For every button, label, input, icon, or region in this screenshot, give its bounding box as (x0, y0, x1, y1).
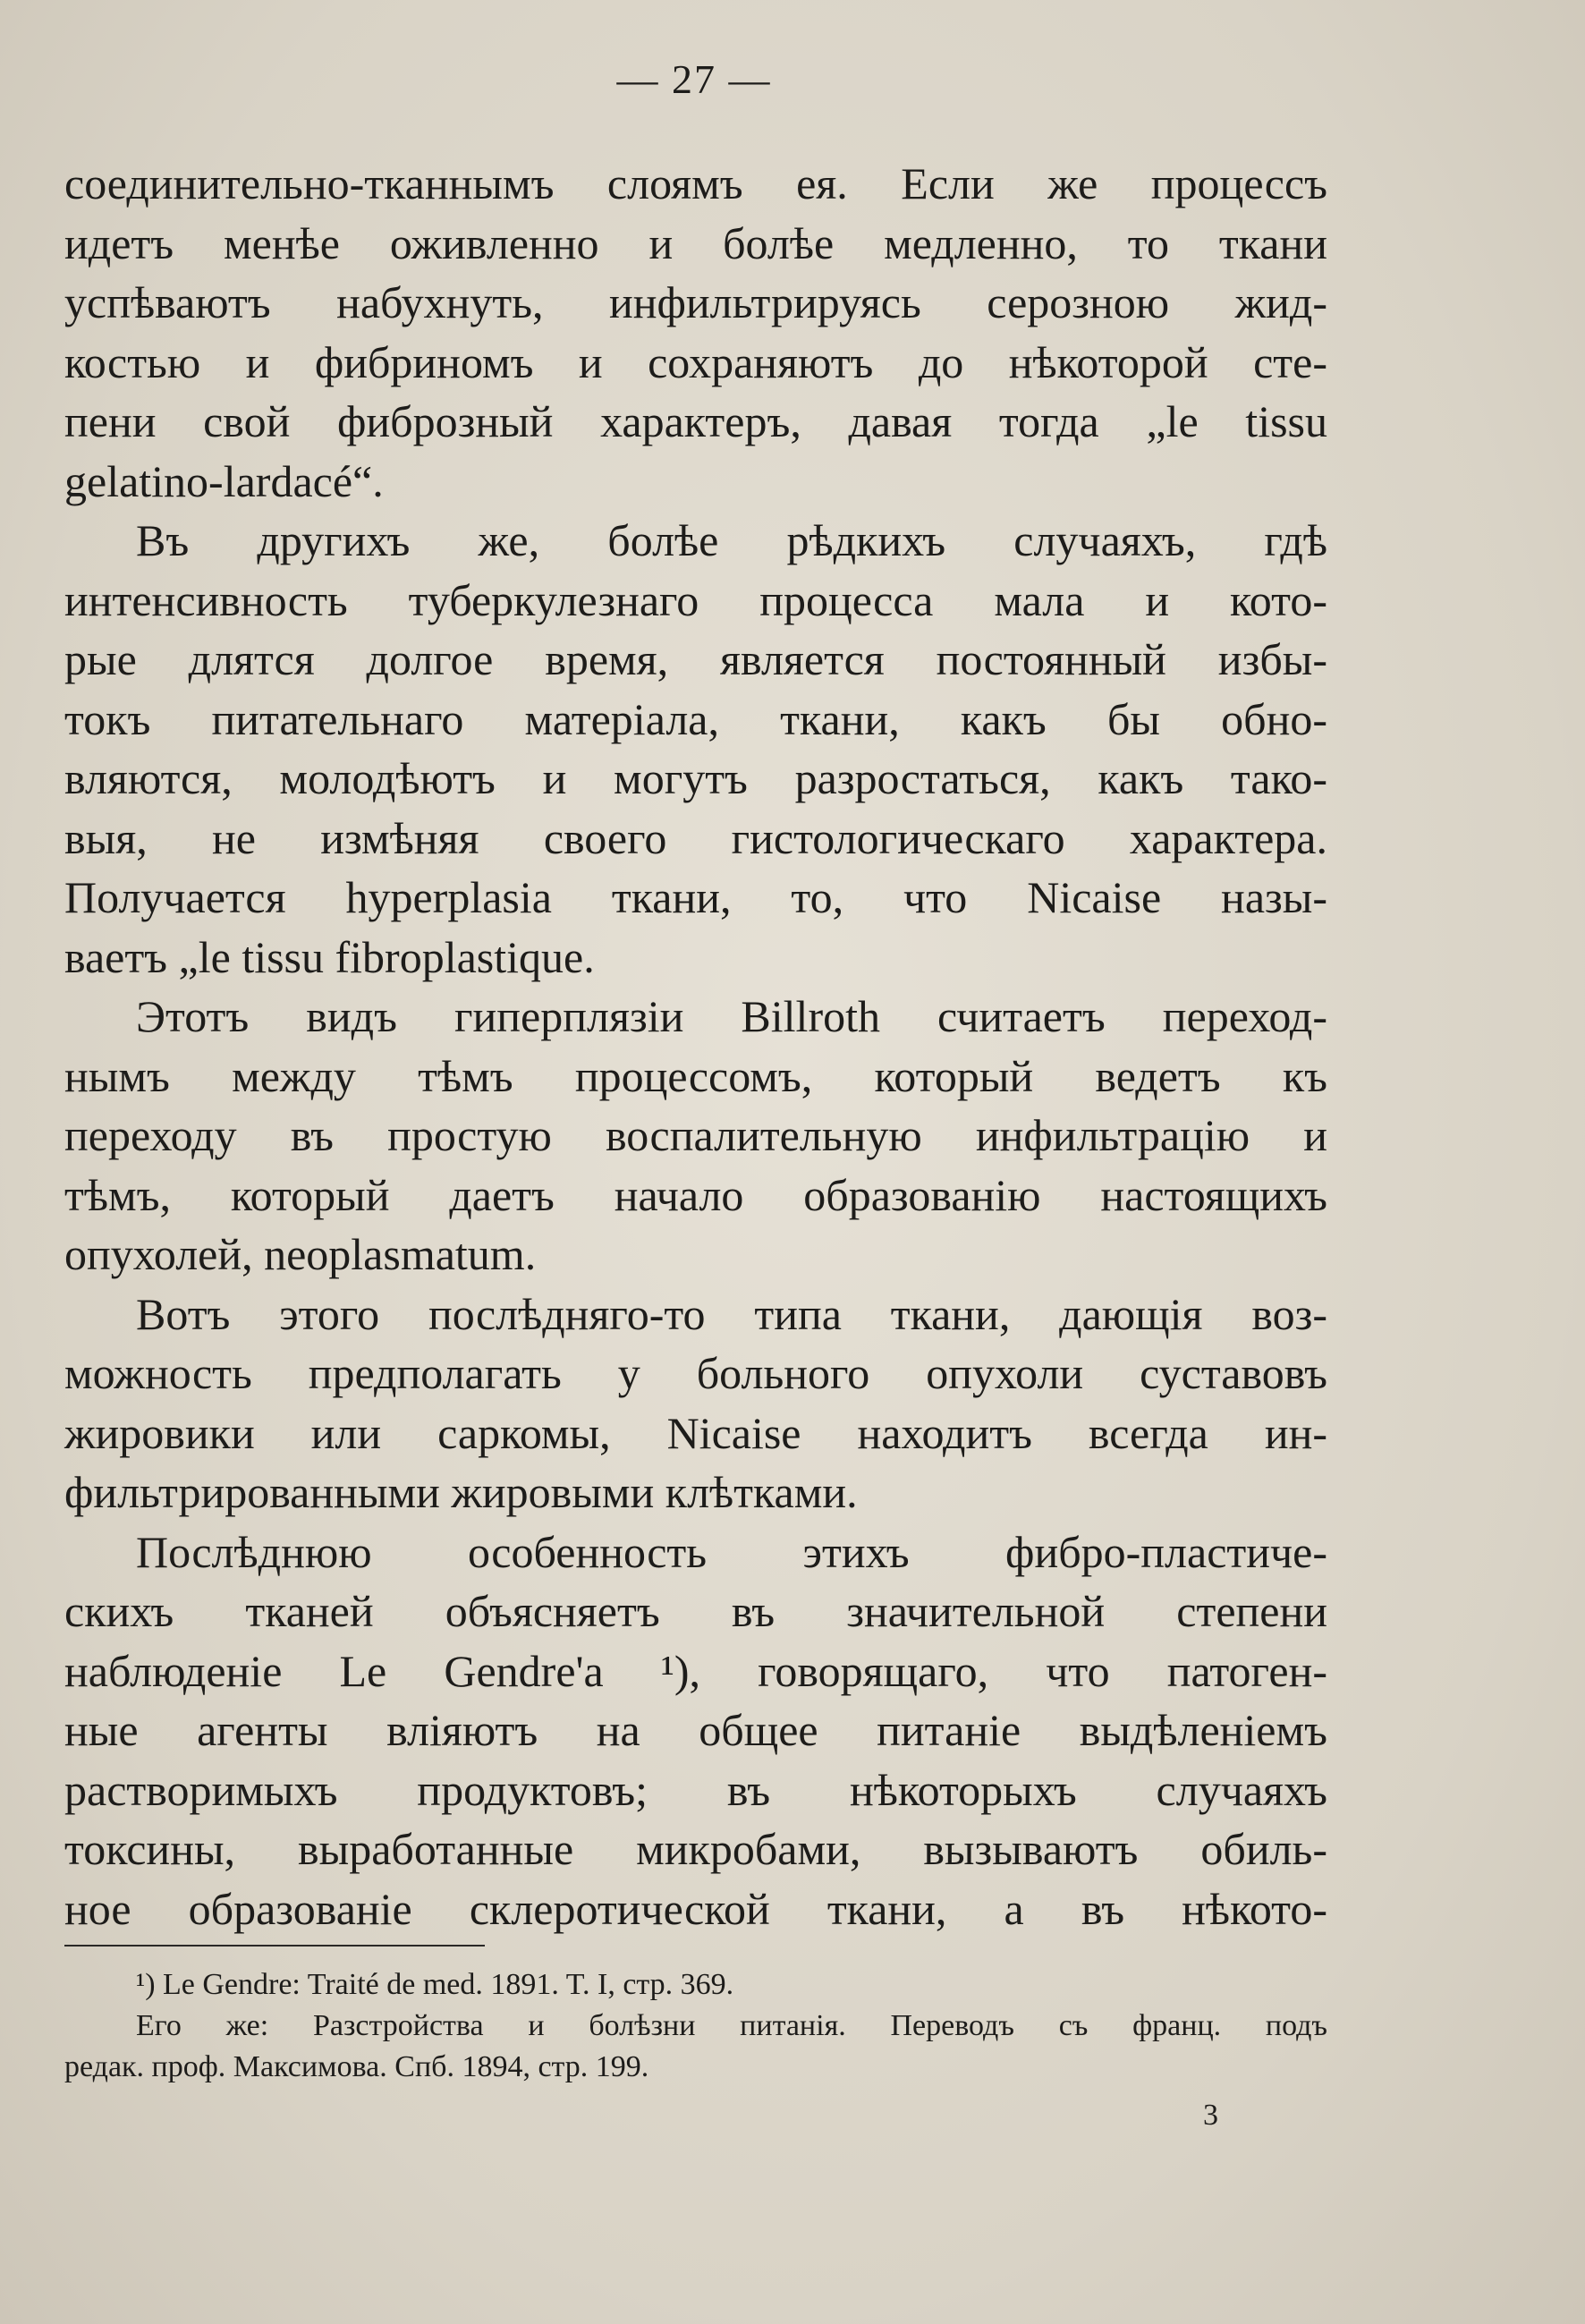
text-line: идетъ менѣе оживленно и болѣе медленно, то ткани (64, 217, 1327, 268)
paragraph-2 (64, 511, 1327, 987)
footnotes (64, 1964, 1327, 2088)
body-text (64, 154, 1327, 1938)
paragraph-3 (64, 987, 1327, 1285)
text-line: Этотъ видъ гиперплязіи Billroth считаетъ переход- (136, 991, 1327, 1041)
text-line: ные агенты вліяютъ на общее питаніе выдѣленіемъ (64, 1705, 1327, 1755)
paragraph-5 (64, 1522, 1327, 1939)
text-line: Въ другихъ же, болѣе рѣдкихъ случаяхъ, гдѣ (136, 515, 1327, 565)
text-line: gelatino-lardacé“. (64, 455, 384, 506)
text-line: тѣмъ, который даетъ начало образованію настоящихъ (64, 1169, 1327, 1220)
text-line: костью и фибриномъ и сохраняютъ до нѣкоторой сте- (64, 336, 1327, 387)
text-line: успѣваютъ набухнуть, инфильтрируясь серозною жид- (64, 277, 1327, 327)
text-line: токъ питательнаго матеріала, ткани, какъ бы обно- (64, 693, 1327, 744)
page-number: — 27 — (616, 56, 772, 102)
text-line: Получается hyperplasia ткани, то, что Nicaise назы- (64, 872, 1327, 922)
text-line: жировики или саркомы, Nicaise находитъ всегда ин- (64, 1407, 1327, 1458)
text-line: ное образованіе склеротической ткани, а въ нѣкото- (64, 1883, 1327, 1934)
text-line: Послѣднюю особенность этихъ фибро-пластиче- (136, 1526, 1327, 1577)
text-line: растворимыхъ продуктовъ; въ нѣкоторыхъ случаяхъ (64, 1764, 1327, 1815)
text-line: токсины, выработанные микробами, вызываютъ обиль- (64, 1824, 1327, 1874)
footnote-divider (64, 1945, 485, 1947)
text-line: переходу въ простую воспалительную инфильтрацію и (64, 1110, 1327, 1160)
footnote-1: ¹) Le Gendre: Traité de med. 1891. T. I, стр. 369. (136, 1968, 734, 2001)
printer-signature-mark: 3 (1203, 2099, 1218, 2132)
text-line: нымъ между тѣмъ процессомъ, который ведетъ къ (64, 1050, 1327, 1101)
footnote-3: редак. проф. Максимова. Спб. 1894, стр. 199. (64, 2050, 649, 2083)
text-line: выя, не измѣняя своего гистологическаго характера. (64, 812, 1327, 863)
text-line: ваетъ „le tissu fibroplastique. (64, 931, 595, 982)
text-line: скихъ тканей объясняетъ въ значительной степени (64, 1586, 1327, 1636)
text-line: пени свой фиброзный характеръ, давая тогда „le tissu (64, 396, 1327, 446)
paragraph-1 (64, 154, 1327, 511)
text-line: соединительно-тканнымъ слоямъ ея. Если же процессъ (64, 158, 1327, 208)
footnote-2: Его же: Разстройства и болѣзни питанія. Переводъ съ франц. подъ (136, 2009, 1327, 2042)
text-line: вляются, молодѣютъ и могутъ разростаться, какъ тако- (64, 753, 1327, 803)
text-line: можность предполагать у больного опухоли суставовъ (64, 1348, 1327, 1398)
text-line: рые длятся долгое время, является постоянный избы- (64, 634, 1327, 684)
paragraph-4 (64, 1285, 1327, 1522)
text-line: интенсивность туберкулезнаго процесса мала и кото- (64, 574, 1327, 625)
text-line: Вотъ этого послѣдняго-то типа ткани, дающія воз- (136, 1288, 1327, 1339)
text-line: опухолей, neoplasmatum. (64, 1229, 537, 1279)
text-line: фильтрированными жировыми клѣтками. (64, 1467, 858, 1517)
text-line: наблюденіе Le Gendre'a ¹), говорящаго, что патоген- (64, 1645, 1327, 1696)
